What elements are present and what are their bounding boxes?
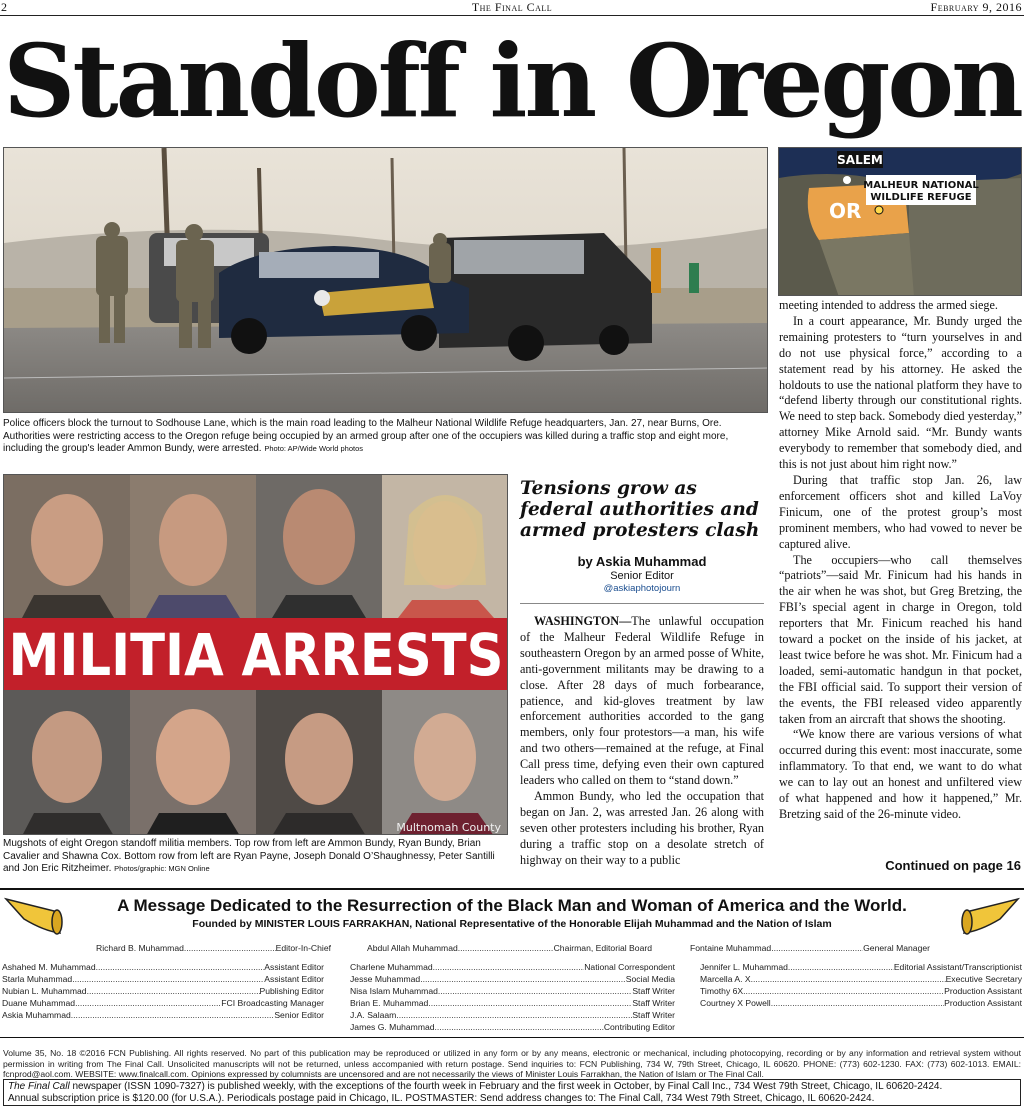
staff-row: Jesse Muhammad ..... Social Media	[350, 973, 675, 985]
continued-jump: Continued on page 16	[885, 858, 1021, 873]
staff-row: Marcella A. X ..... Executive Secretary	[700, 973, 1022, 985]
staff-row: Duane Muhammad ..... FCI Broadcasting Manager	[2, 997, 324, 1009]
article-paragraph: In a court appearance, Mr. Bundy urged the remaining protesters to “turn yourselves in and do not use physical force,” according to a statement read by his attorney. He asked the holdouts to use the national platform they have to “defend liberty through our constitutional rights. We need to step back. Somebody died yesterday,” attorney Mike Arnold said. “Mr. Bundy wants everybody to remember that somebody died, and this is not just about him right now.”	[779, 313, 1022, 472]
staff-row: Nubian L. Muhammad ..... Publishing Editor	[2, 985, 324, 997]
byline	[520, 554, 764, 594]
article-paragraph: During that traffic stop Jan. 26, law enforcement officers shot and killed LaVoy Finicum, one of the protest group’s most prominent members, who had vowed to never be captured alive.	[779, 472, 1022, 551]
section-divider	[0, 888, 1024, 890]
dateline: WASHINGTON—	[534, 614, 632, 628]
masthead-entry	[367, 942, 652, 954]
mugshots-graphic	[3, 474, 508, 835]
byline-social-handle: @askiaphotojourn	[603, 583, 681, 594]
paper-name: The Final Call	[471, 0, 553, 14]
main-photo-credit: Photo: AP/Wide World photos	[264, 444, 363, 453]
staff-row: Jennifer L. Muhammad ..... Editorial Assistant/Transcriptionist	[700, 961, 1022, 973]
mugshots-caption-text: Mugshots of eight Oregon standoff militia members. Top row from left are Ammon Bundy, Ryan Bundy, Brian Cavalier and Shawna Cox. Bottom row from left are Ryan Payne, Joseph Donald O’Shaughnessy, Peter Santilli and Jon Eric Ritzheimer.	[3, 838, 495, 874]
mugshots-banner: MILITIA ARRESTS	[8, 621, 504, 689]
staff-row: Starla Muhammad ..... Assistant Editor	[2, 973, 324, 985]
main-photo-caption-text: Police officers block the turnout to Sodhouse Lane, which is the main road leading to the Malheur National Wildlife Refuge headquarters, Jan. 27, near Burns, Ore. Authorities were restricting access to the Oregon refuge being occupied by an armed group after one of the occupiers was killed during a traffic stop and eight more, including the group's leader Ammon Bundy, were arrested.	[3, 418, 729, 454]
founded-line: Founded by MINISTER LOUIS FARRAKHAN, National Representative of the Honorable Elijah Muhammad and the Nation of Islam	[192, 918, 832, 930]
staff-name: Fontaine Muhammad	[690, 943, 772, 953]
article-paragraph: The occupiers—who call themselves “patriots”—said Mr. Finicum had his hands in the air when he was shot, but Greg Bretzing, the FBI’s special agent in charge in Oregon, told reporters that Mr. Finicum reached his hand toward a pocket on the inside of his jacket, at least twice before he was shot. Mr. Finicum had a loaded, semi-automatic handgun in that pocket, the FBI official said. To support their version of the events, the FBI released video apparently taken from an aircraft that shows the shooting.	[779, 552, 1022, 726]
footer-line-1: newspaper (ISSN 1090-7327) is published weekly, with the exceptions of the fourth week in February and the first week in October, by Final Call Inc., 734 West 79th Street, Chicago, IL 60620-2424.	[69, 1081, 943, 1092]
staff-row: Timothy 6X ..... Production Assistant	[700, 985, 1022, 997]
staff-row: Courtney X Powell ..... Production Assistant	[700, 997, 1022, 1009]
staff-role: Editor-In-Chief	[275, 943, 331, 953]
article-subhead: Tensions grow as federal authorities and armed protesters clash	[520, 478, 760, 541]
mission-banner	[0, 893, 1024, 939]
map-oregon-refuge	[778, 147, 1022, 296]
article-paragraph: Ammon Bundy, who led the occupation that began on Jan. 2, was arrested Jan. 26 along with seven other protesters including his brother, Ryan during a traffic stop on a desolate stretch of highway on their way to a public	[520, 788, 764, 867]
byline-role: Senior Editor	[610, 570, 674, 582]
legal-divider	[0, 1037, 1024, 1038]
staff-row: Askia Muhammad ..... Senior Editor	[2, 1009, 324, 1021]
mugshots-watermark: Multnomah County	[396, 821, 501, 834]
staff-row: Ashahed M. Muhammad ..... Assistant Editor	[2, 961, 324, 973]
mugshots-credit: Photos/graphic: MGN Online	[114, 864, 210, 873]
footer-line-2: Annual subscription price is $120.00 (for U.S.A.). Periodicals postage paid in Chicago, IL. POSTMASTER: Send address changes to: The Final Call, 734 West 79th Street, Chicago, IL 60620-2424.	[8, 1093, 875, 1104]
staff-row: Nisa Islam Muhammad ..... Staff Writer	[350, 985, 675, 997]
byline-author: by Askia Muhammad	[577, 554, 707, 569]
masthead-entry	[690, 942, 930, 954]
staff-row: J.A. Salaam ..... Staff Writer	[350, 1009, 675, 1021]
staff-role: General Manager	[863, 943, 930, 953]
staff-name: Abdul Allah Muhammad	[367, 943, 458, 953]
staff-column-3	[700, 961, 1022, 1009]
article-column-middle	[520, 614, 764, 869]
article-paragraph-text: The unlawful occupation of the Malheur Federal Wildlife Refuge in southeastern Oregon by an armed posse of White, anti-government militants may be drawing to a close. After 28 days of much forbearance, patience, and kid-gloves treatment by law enforcement authorities accorded to the gang members, only four protestors—a man, his wife and two others—remained at the refuge, at Final Call press time, defying even their own captured leaders who called on them to “stand down.”	[520, 614, 764, 788]
main-photo-caption	[3, 418, 768, 456]
article-paragraph: “We know there are various versions of what occurred during this event: most inaccurate, some inflammatory. To that end, we want to do what we can to lay out an honest and unfiltered view of what happened and how it happened,” Mr. Bretzing said of the 26-minute video.	[779, 727, 1022, 821]
byline-divider	[520, 603, 764, 604]
issue-date: February 9, 2016	[930, 0, 1022, 14]
staff-column-2	[350, 961, 675, 1033]
staff-row: Charlene Muhammad ..... National Correspondent	[350, 961, 675, 973]
trumpet-icon	[960, 893, 1020, 939]
publication-notice	[3, 1079, 1021, 1106]
page-number: 2	[1, 0, 7, 14]
footer-paper-name: The Final Call	[8, 1081, 70, 1092]
map-state-label: OR	[829, 199, 862, 223]
map-refuge-label-2: WILDLIFE REFUGE	[870, 192, 972, 203]
staff-column-1	[2, 961, 324, 1021]
article-paragraph	[520, 614, 764, 789]
masthead-entry	[96, 942, 331, 954]
map-refuge-label-1: MALHEUR NATIONAL	[863, 180, 979, 191]
staff-name: Richard B. Muhammad	[96, 943, 184, 953]
main-photo-police-roadblock	[3, 147, 768, 413]
map-city-label: SALEM	[837, 153, 883, 167]
mission-message: A Message Dedicated to the Resurrection of the Black Man and Woman of America and the World.	[117, 896, 907, 915]
staff-row: James G. Muhammad ..... Contributing Editor	[350, 1021, 675, 1033]
article-paragraph: meeting intended to address the armed siege.	[779, 298, 998, 312]
staff-row: Brian E. Muhammad ..... Staff Writer	[350, 997, 675, 1009]
article-column-right	[779, 298, 1022, 823]
mugshots-caption	[3, 838, 508, 876]
legal-notice: Volume 35, No. 18 ©2016 FCN Publishing. All rights reserved. No part of this publication may be reproduced or utilized in any form or by any means, electronic or mechanical, including photocopying, recording or by any information and retrieval system without permission in writing from The Final Call. Unsolicited manuscripts will not be returned, unless accompanied with return postage. Send inquiries to: FCN Publishing, 734 W, 79th Street, Chicago, IL 60620. PHONE: (773) 602-1230. FAX: (773) 602-1013. EMAIL: fcnprod@aol.com. WEBSITE: www.finalcall.com. Opinions expressed by columnists are uncensored and are not necessarily the views of Minister Louis Farrakhan, the Nation of Islam or The Final Call.	[3, 1048, 1021, 1079]
headline: Standoff in Oregon	[3, 22, 1021, 140]
staff-role: Chairman, Editorial Board	[553, 943, 652, 953]
